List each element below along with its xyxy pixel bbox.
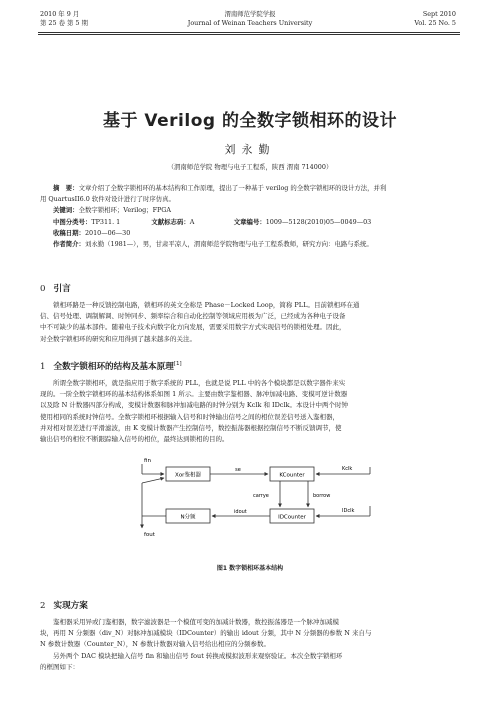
se-label: se	[235, 467, 241, 473]
running-header	[0, 10, 500, 38]
issue-date: 2010 年 9 月 第 25 卷 第 5 期	[40, 10, 88, 27]
abstract-line-1: 摘 要：文章介绍了全数字锁相环的基本结构和工作原理，提出了一种基于 verilog 的全数字锁相环的设计方法，并利	[53, 184, 387, 192]
idcounter-label: IDCounter	[278, 514, 306, 521]
author-affiliation: （渭南师范学院 物理与电子工程系，陕西 渭南 714000）	[167, 163, 333, 171]
pll-block-diagram	[130, 456, 380, 552]
author-bio: 作者简介：刘永勤（1981—），男，甘肃平凉人，渭南师范学院物理与电子工程系教师，研究方向：电路与系统。	[53, 240, 373, 249]
divn-label: N分频	[180, 514, 196, 521]
header-rule	[38, 32, 460, 33]
volume-info: Sept 2010 Vol. 25 No. 5	[414, 10, 456, 27]
fout-label: fout	[144, 532, 155, 538]
section-1-body: 所谓全数字锁相环，就是指应用于数字系统的 PLL，也就是说 PLL 中的各个模块都是以数字器件来实 现的。一阶全数字锁相环的基本结构体系如图 1 所示。主要由数字鉴相器、脉冲加减电路、变模可逆计数器 以及除 N 计数器四部分构成，变模计数器和脉冲加减电路的时钟分别为 Kclk 和 IDclk。本设计中两个时钟 使用相同的系统时钟信号。全数字锁相环根据输入信号和时钟输出信号之间的相位误差信号送入鉴相器， 并对相对误差进行平滑滤波，由 K 变模计数器产生控制信号，数控振荡器根据控制信号不断反馈调节，使 输出信号的相位不断跟踪输入信号的相位，最终达到锁相的目的。	[40, 379, 348, 444]
fout-feedback-arrow	[142, 478, 164, 483]
journal-name: 渭南师范学院学报 Journal of Weinan Teachers University	[187, 10, 313, 27]
header-rule-thin	[38, 34, 460, 35]
kclk-label: Kclk	[342, 466, 353, 472]
received-date: 收稿日期：2010—06—30	[53, 228, 131, 237]
idclk-label: IDclk	[342, 508, 355, 514]
section-1-heading: 1 全数字锁相环的结构及基本原理[1]	[40, 361, 182, 372]
section-0-heading: 0 引言	[40, 284, 71, 294]
section-2-heading: 2 实现方案	[40, 601, 88, 611]
figure-1-caption: 图1 数字锁相环基本结构	[216, 565, 284, 572]
kcounter-label: KCounter	[279, 472, 305, 479]
citation: [1]	[173, 361, 182, 368]
article-title: 基于 Verilog 的全数字锁相环的设计	[103, 111, 397, 131]
xor-label: Xor鉴相器	[175, 472, 201, 479]
classification-line: 中图分类号：TP311. 1 文献标志码：A 文章编号：1009—5128(2010)05—0049—03	[53, 217, 372, 226]
keywords: 关键词：全数字锁相环；Verilog；FPGA	[53, 206, 172, 215]
section-0-body: 锁相环路是一种反馈控制电路，锁相环的英文全称是 Phase－Locked Loop，简称 PLL。目前锁相环在通 信、信号处理、调制解调、时钟同步、频率综合和自动化控制等领域应用极为广泛，已经成为各种电子设备 中不可缺少的基本部件。随着电子技术向数字化方向发展，需要采用数字方式实现信号的锁相处理。因此， 对全数字锁相环的研究和应用得到了越来越多的关注。	[40, 301, 360, 343]
idout-label: idout	[234, 509, 247, 515]
section-2-body: 鉴相器采用异或门鉴相器，数字滤波器是一个模值可变的加减计数器，数控振荡器是一个脉冲加减模 块，再用 N 分频器（div_N）对脉冲加减模块（IDCounter）的输出 idout 分频，其中 N 分频器的参数 N 来自与 N 参数计数器（Counter_N），N 参数计数器对输入信号给出相应的分频参数。 另外两个 DAC 模块把输入信号 fin 和输出信号 fout 转换成模拟波形来观察验证。本次全数字锁相环 的框图如下：	[40, 618, 372, 671]
fin-label: fin	[144, 458, 151, 464]
abstract	[40, 183, 460, 250]
abstract-line-2: 用 QuartusII6.0 软件对设计进行了时序仿真。	[40, 195, 175, 204]
carrye-label: carrye	[253, 493, 269, 499]
borrow-label: borrow	[313, 493, 331, 499]
author-name: 刘永勤	[224, 143, 276, 156]
